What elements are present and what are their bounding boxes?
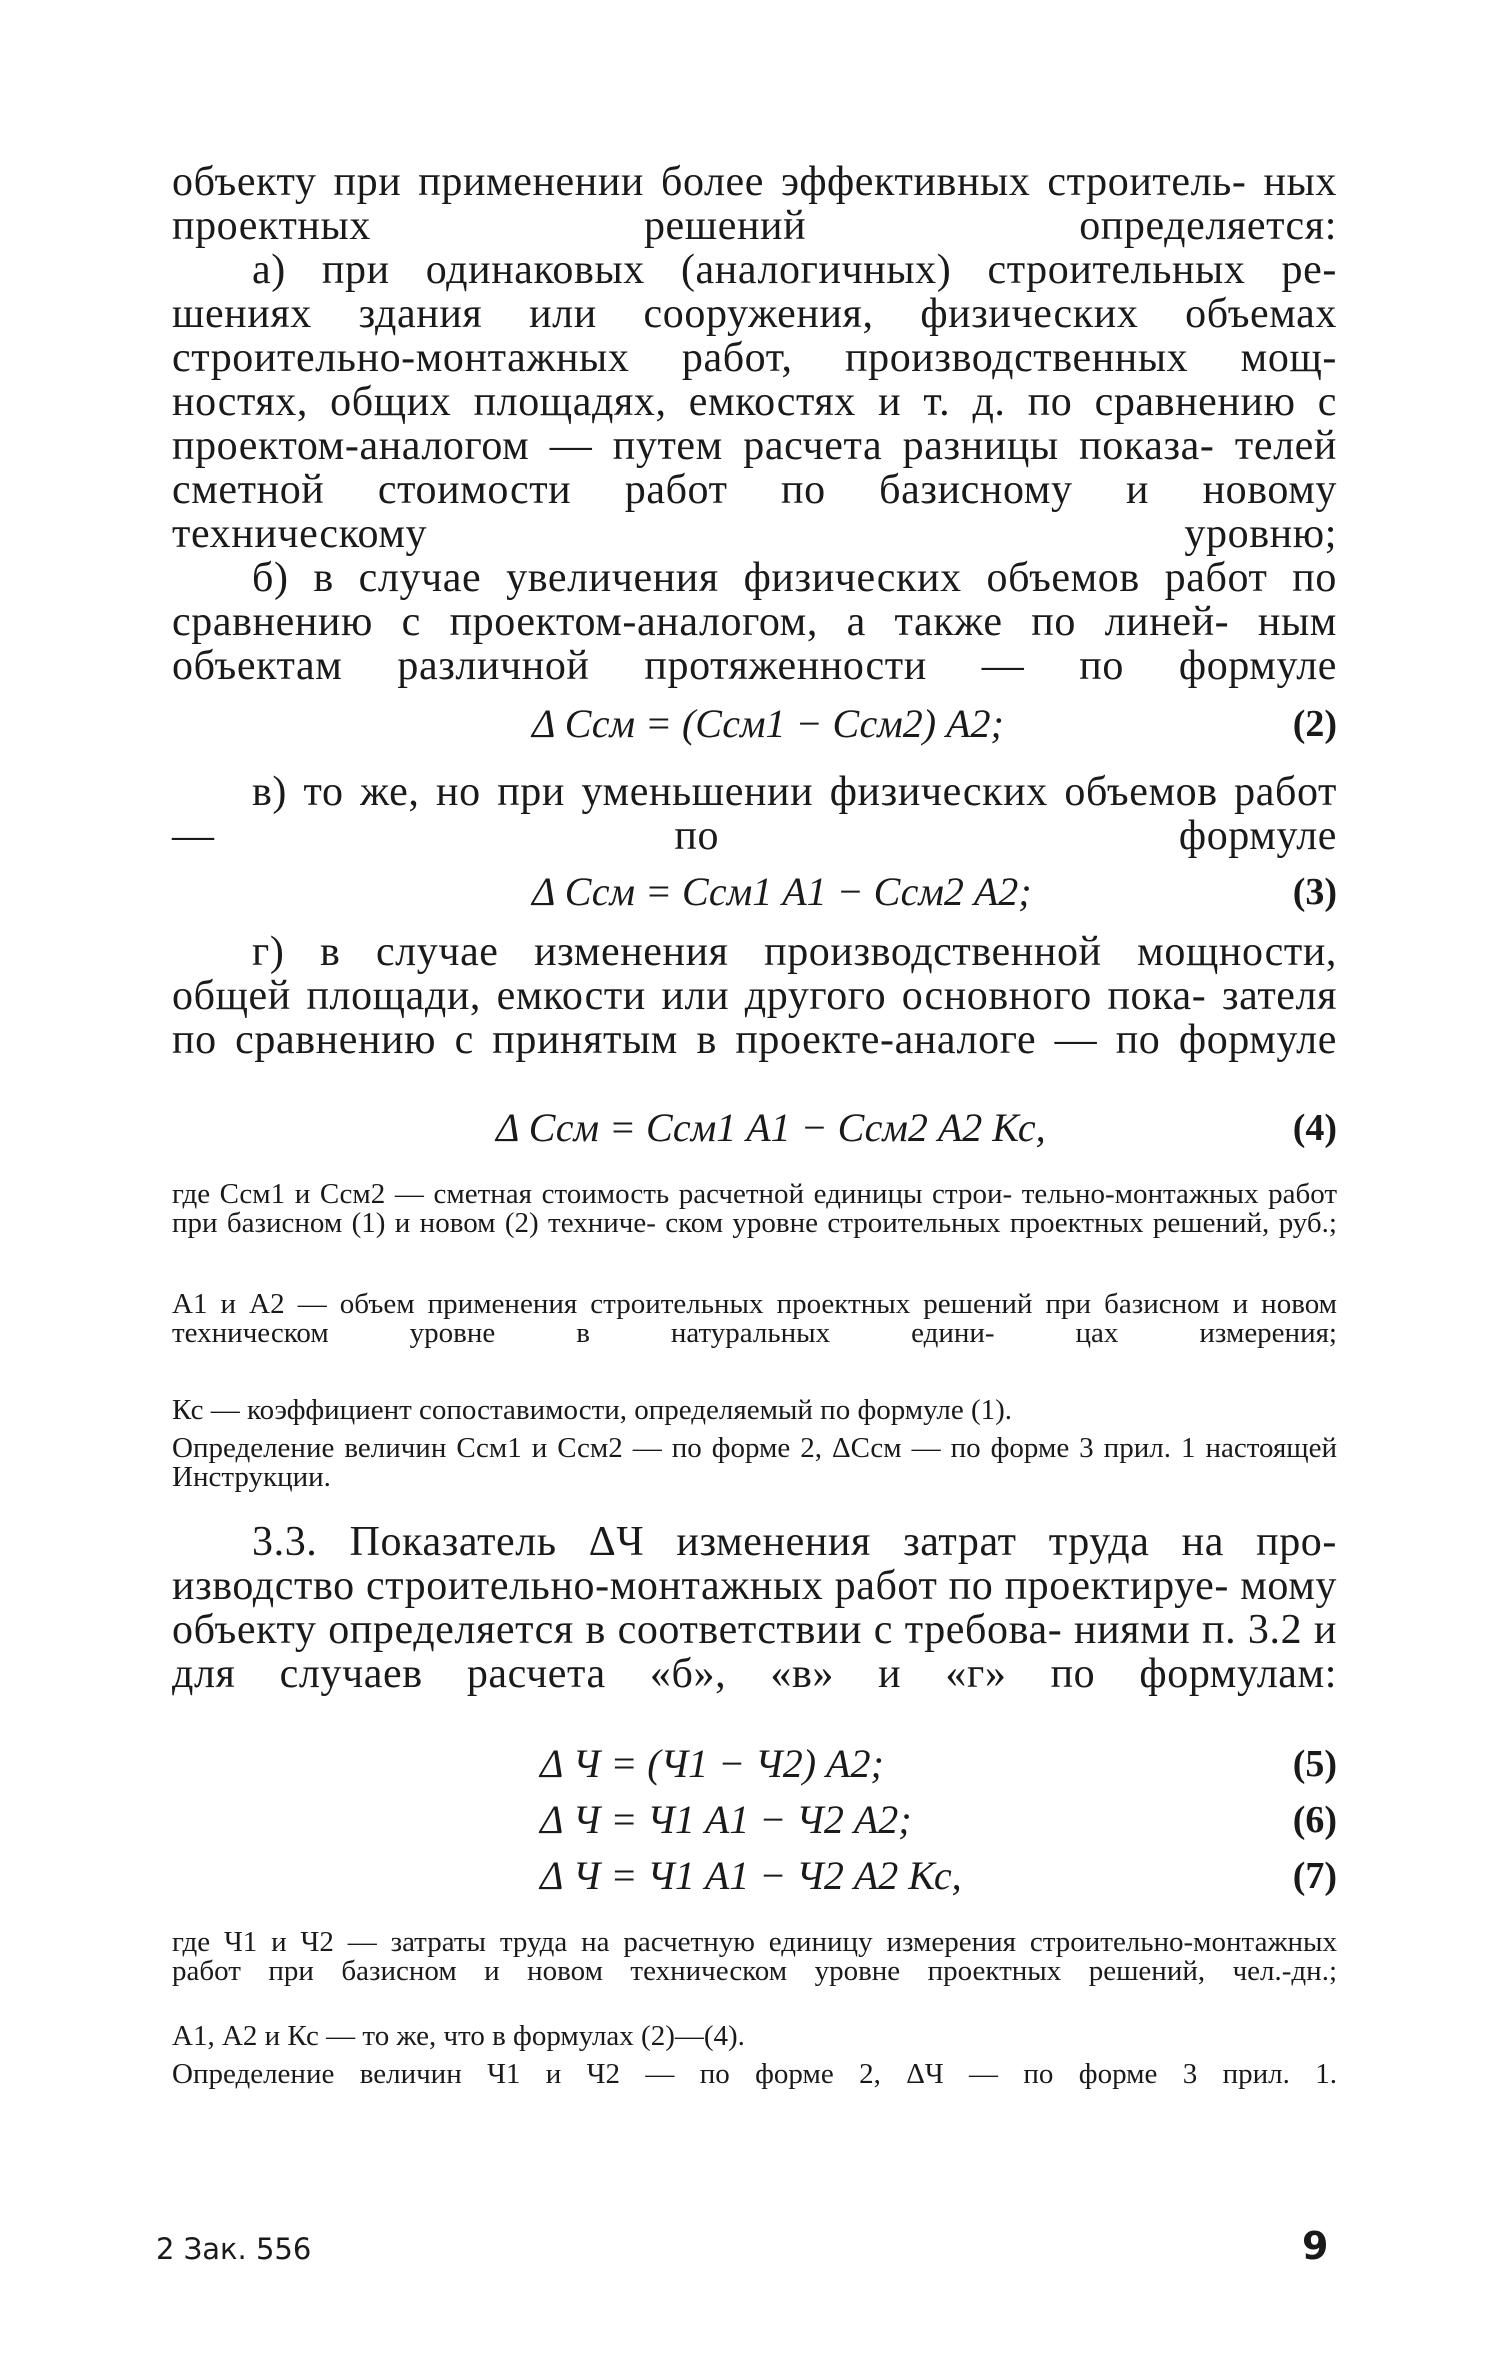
paragraph-3-3: 3.3. Показатель ΔЧ изменения затрат труда на про- изводство строительно-монтажных работ по проектируе- мому объекту определяется в соответствии с требова- ниями п. 3.2 и для случаев расчета «б», «в» и «г» по формулам:: [172, 1519, 1337, 1697]
note-csm-definition: где Ссм1 и Ссм2 — сметная стоимость расчетной единицы строи- тельно-монтажных работ при базисном (1) и новом (2) техниче- ском уровне строительных проектных решений, руб.;: [172, 1178, 1337, 1239]
paragraph-case-b: б) в случае увеличения физических объемов работ по сравнению с проектом-аналогом, а также по линей- ным объектам различной протяженности — по формуле: [172, 555, 1337, 689]
formula-2-number: (2): [1292, 703, 1337, 745]
formula-3: Δ Ссм = Ссм1 А1 − Ссм2 А2;: [532, 869, 1032, 914]
note-ch-definition: где Ч1 и Ч2 — затраты труда на расчетную единицу измерения строительно-монтажных работ при базисном и новом техническом уровне проектных решений, чел.-дн.;: [172, 1926, 1337, 1987]
note-a-kc-reference: А1, А2 и Кс — то же, что в формулах (2)—(4).: [172, 2020, 745, 2052]
footer-order-number: 2 Зак. 556: [156, 2232, 312, 2266]
formula-7-number: (7): [1292, 1855, 1337, 1897]
note-kc-definition: Кс — коэффициент сопоставимости, определяемый по формуле (1).: [172, 1394, 1013, 1426]
formula-5-number: (5): [1292, 1743, 1337, 1785]
formula-7: Δ Ч = Ч1 А1 − Ч2 А2 Кс,: [540, 1853, 962, 1898]
formula-4: Δ Ссм = Ссм1 А1 − Ссм2 А2 Кс,: [496, 1105, 1046, 1150]
formula-5: Δ Ч = (Ч1 − Ч2) А2;: [540, 1741, 884, 1786]
formula-4-number: (4): [1292, 1107, 1337, 1149]
paragraph-case-v: в) то же, но при уменьшении физических объемов работ — по формуле: [172, 769, 1337, 859]
formula-6-number: (6): [1292, 1799, 1337, 1841]
note-determination-ch: Определение величин Ч1 и Ч2 — по форме 2, ΔЧ — по форме 3 прил. 1.: [172, 2058, 1337, 2090]
paragraph-case-g: г) в случае изменения производственной мощности, общей площади, емкости или другого основного пока- зателя по сравнению с принятым в проекте-аналоге — по формуле: [172, 929, 1337, 1063]
formula-6: Δ Ч = Ч1 А1 − Ч2 А2;: [540, 1797, 912, 1842]
note-a-definition: А1 и А2 — объем применения строительных проектных решений при базисном и новом техническом уровне в натуральных едини- цах измерения;: [172, 1288, 1337, 1349]
formula-2: Δ Ссм = (Ссм1 − Ссм2) А2;: [532, 701, 1004, 746]
paragraph-intro: объекту при применении более эффективных строитель- ных проектных решений определяется:: [172, 159, 1337, 249]
paragraph-case-a: а) при одинаковых (аналогичных) строительных ре- шениях здания или сооружения, физических объемах строительно-монтажных работ, производственных мощ- ностях, общих площадях, емкостях и т. д. по сравнению с проектом-аналогом — путем расчета разницы показа- телей сметной стоимости работ по базисному и новому техническому уровню;: [172, 247, 1337, 557]
page-number: 9: [1302, 2224, 1329, 2268]
note-determination-csm: Определение величин Ссм1 и Ссм2 — по форме 2, ΔСсм — по форме 3 прил. 1 настоящей Инструкции.: [172, 1432, 1337, 1493]
formula-3-number: (3): [1292, 871, 1337, 913]
